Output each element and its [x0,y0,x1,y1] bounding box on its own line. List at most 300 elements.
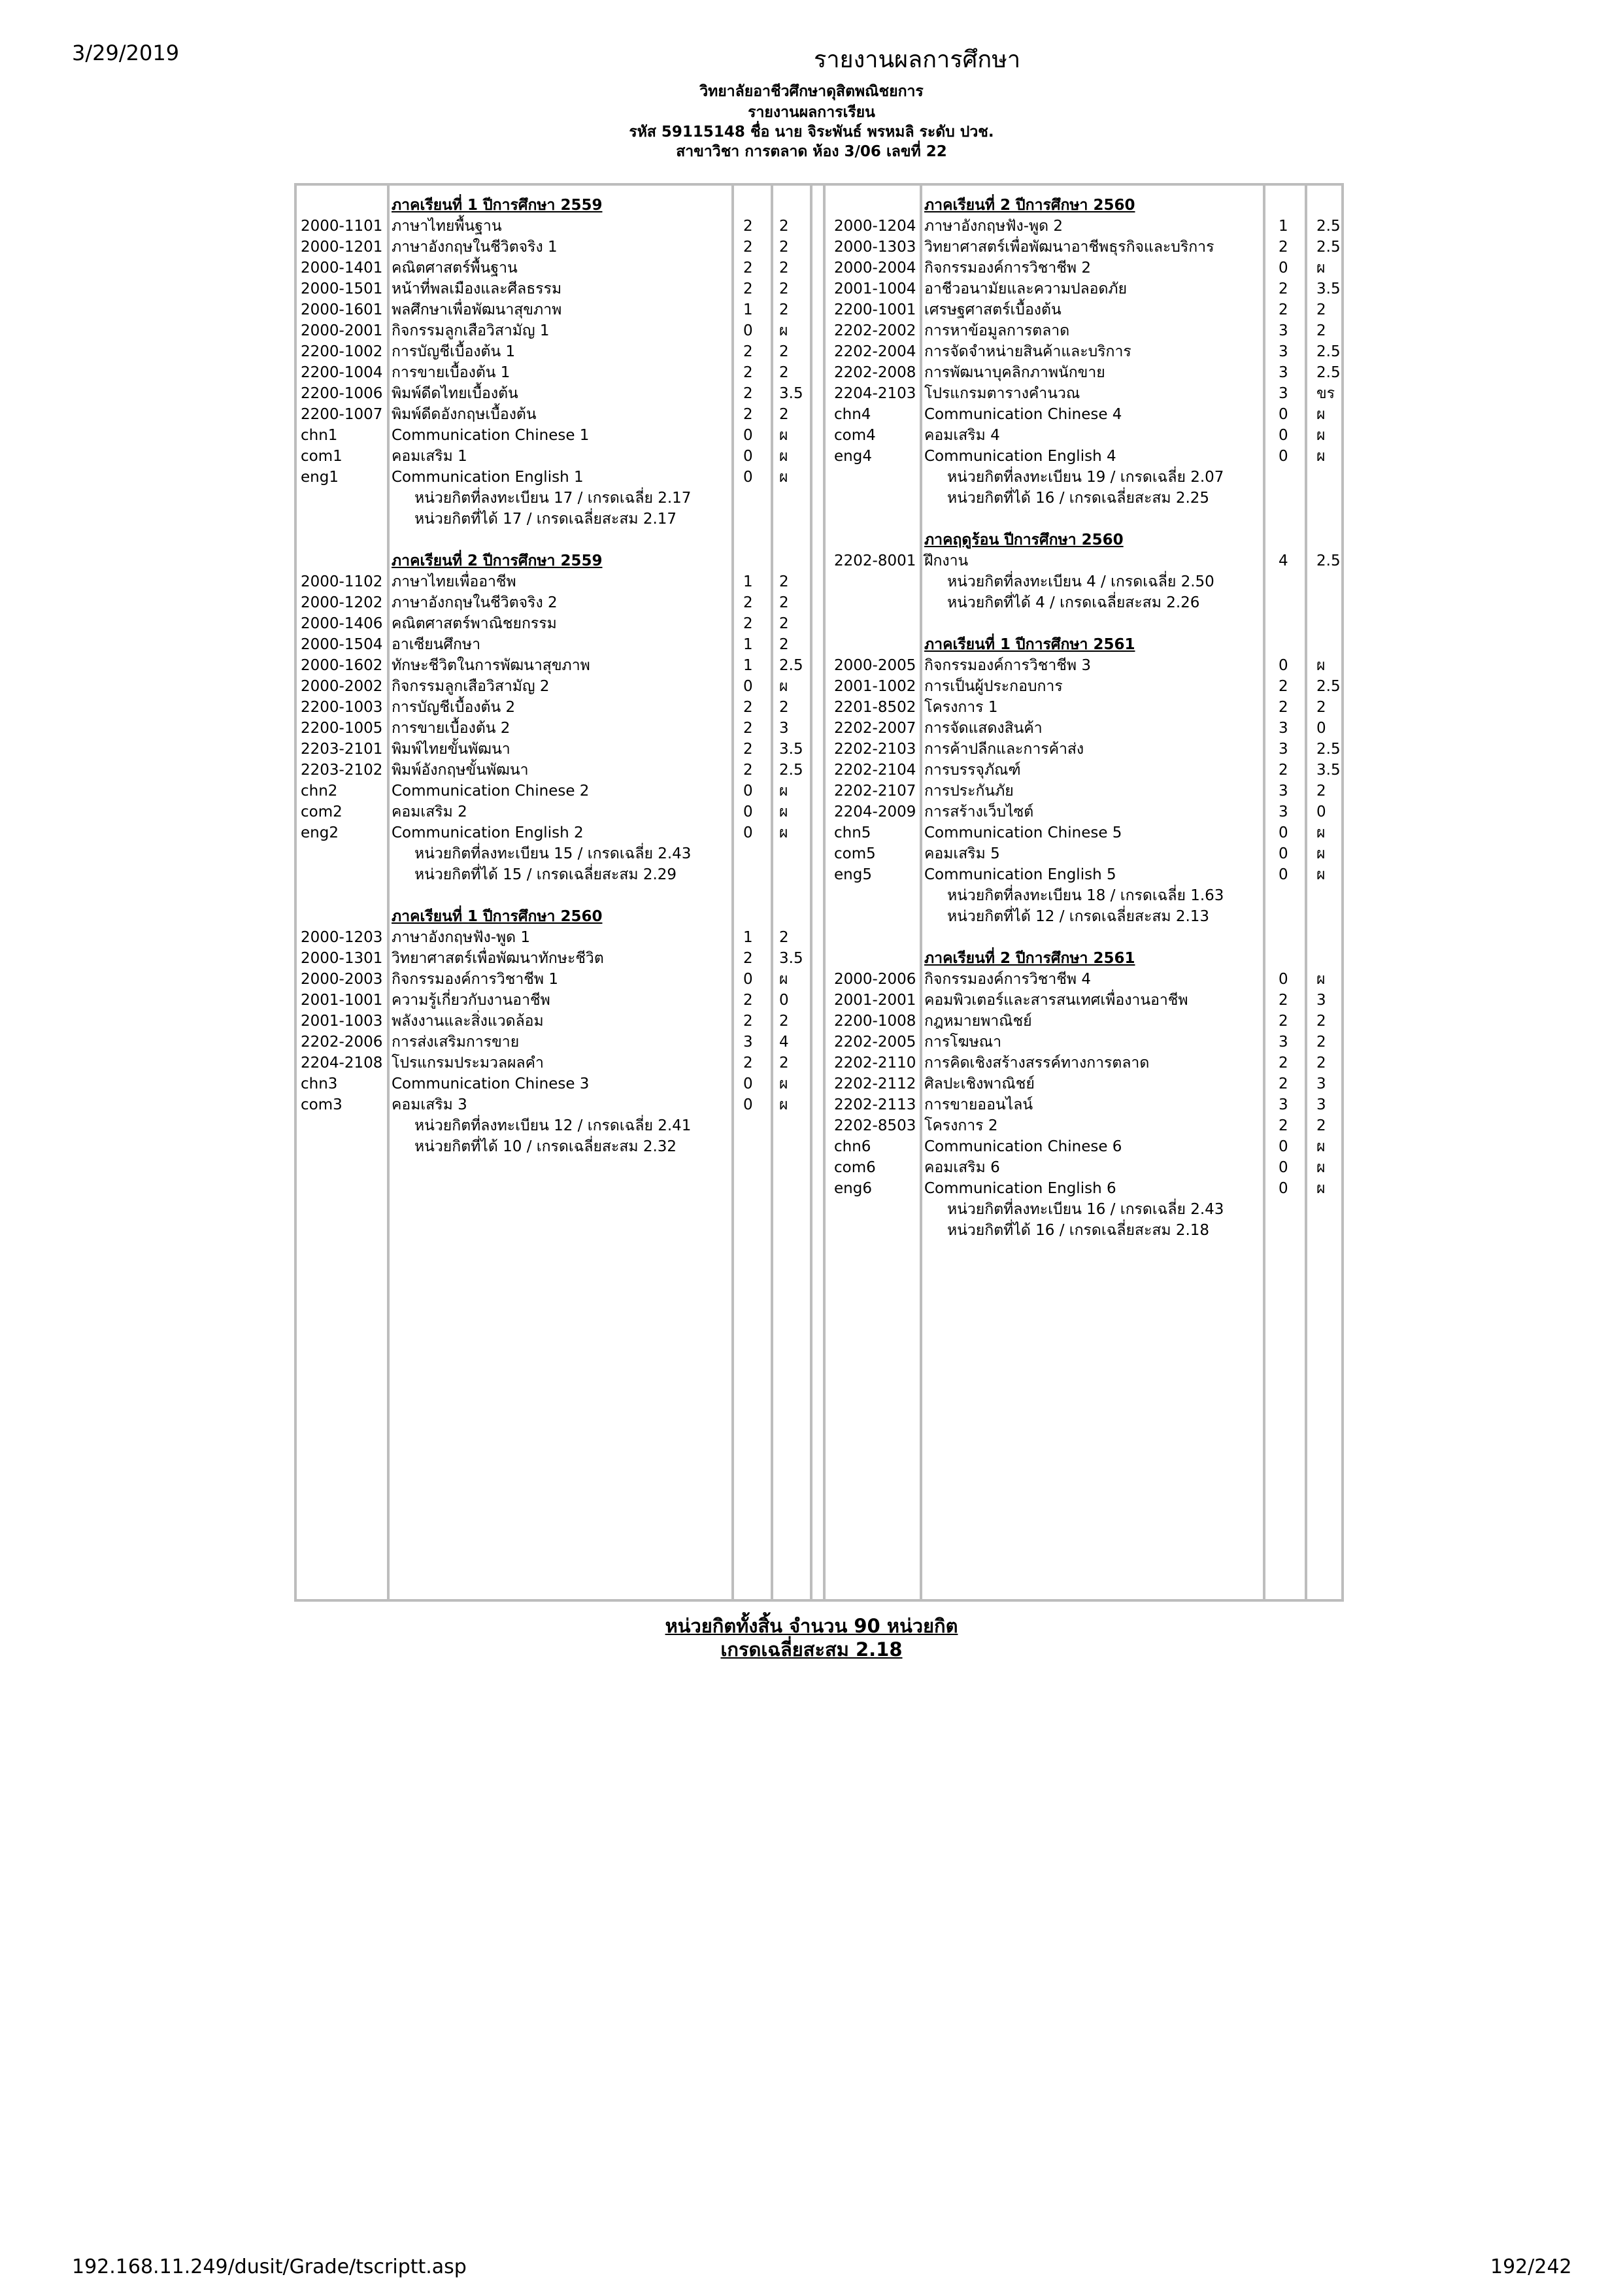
course-name: การพัฒนาบุคลิกภาพนักขาย [924,364,1105,381]
course-grade: 3.5 [1316,280,1341,297]
course-credit: 0 [743,803,753,820]
course-credit: 0 [743,448,753,465]
course-code: com4 [834,427,876,444]
course-credit: 2 [743,385,753,402]
course-row [297,299,1343,320]
course-code: 2200-1008 [834,1013,916,1030]
course-name: ฝึกงาน [924,552,969,569]
course-code: 2000-1202 [301,594,383,611]
course-credit: 3 [1279,343,1288,360]
course-name: พลศึกษาเพื่อพัฒนาสุขภาพ [392,301,562,318]
course-code: 2202-2107 [834,783,916,800]
course-grade: ผ [779,1096,788,1113]
grade-table [294,183,1344,1602]
course-name: การจัดจำหน่ายสินค้าและบริการ [924,343,1131,360]
semester-earned-summary: หน่วยกิตที่ได้ 10 / เกรดเฉลี่ยสะสม 2.32 [414,1138,677,1155]
course-code: eng2 [301,824,339,841]
course-credit: 3 [1279,803,1288,820]
course-credit: 2 [743,992,753,1009]
course-grade: 4 [779,1034,789,1051]
course-code: com1 [301,448,343,465]
course-code: 2000-1101 [301,218,383,235]
course-grade: ผ [779,803,788,820]
course-credit: 0 [1279,406,1288,423]
course-grade: 2 [1316,301,1326,318]
course-code: 2202-2110 [834,1055,916,1072]
report-name: รายงานผลการเรียน [748,104,875,121]
course-code: 2202-2007 [834,720,916,737]
course-credit: 0 [743,1096,753,1113]
course-grade: 2 [1316,1117,1326,1134]
course-grade: 2 [1316,699,1326,716]
course-credit: 2 [743,741,753,758]
course-row [297,864,1343,885]
course-credit: 2 [743,615,753,632]
course-code: chn5 [834,824,871,841]
course-credit: 2 [1279,762,1288,779]
course-credit: 1 [743,301,753,318]
course-code: 2000-1504 [301,636,383,653]
course-row [297,1157,1343,1178]
course-credit: 2 [743,950,753,967]
course-row [297,927,1343,948]
course-grade: ผ [1316,260,1326,277]
course-name: กิจกรรมองค์การวิชาชีพ 3 [924,657,1091,674]
course-row [297,1115,1343,1136]
course-name: การประกันภัย [924,783,1014,800]
course-row [297,1178,1343,1199]
course-grade: ขร [1316,385,1335,402]
course-credit: 0 [743,971,753,988]
course-credit: 2 [743,260,753,277]
student-info: รหัส 59115148 ชื่อ นาย จิระพันธ์ พรหมลิ ระดับ ปวช. [629,124,994,141]
semester-title-row [297,195,1343,216]
course-name: อาชีวอนามัยและความปลอดภัย [924,280,1128,297]
course-row [297,718,1343,739]
course-code: 2001-2001 [834,992,916,1009]
course-credit: 0 [743,824,753,841]
course-grade: 2 [1316,1034,1326,1051]
course-code: 2202-8503 [834,1117,916,1134]
course-name: คอมเสริม 6 [924,1159,1000,1176]
course-code: 2204-2108 [301,1055,383,1072]
course-credit: 0 [1279,260,1288,277]
course-code: 2202-2002 [834,322,916,339]
course-credit: 0 [1279,1180,1288,1197]
course-grade: 2.5 [1316,343,1341,360]
course-code: 2000-2004 [834,260,916,277]
course-name: การบรรจุภัณฑ์ [924,762,1021,779]
course-name: คณิตศาสตร์พื้นฐาน [392,260,518,277]
course-credit: 3 [1279,322,1288,339]
college-name: วิทยาลัยอาชีวศึกษาดุสิตพณิชยการ [699,83,924,100]
course-grade: 3.5 [779,385,803,402]
program-info: สาขาวิชา การตลาด ห้อง 3/06 เลขที่ 22 [676,143,947,160]
course-credit: 4 [1279,552,1288,569]
course-credit: 2 [1279,239,1288,256]
course-code: 2000-1301 [301,950,383,967]
course-row [297,676,1343,697]
course-name: Communication English 6 [924,1180,1116,1197]
course-credit: 2 [743,1055,753,1072]
course-name: การบัญชีเบื้องต้น 2 [392,699,516,716]
course-grade: 2 [779,280,789,297]
course-code: 2000-2006 [834,971,916,988]
course-name: โครงการ 2 [924,1117,998,1134]
course-row [297,990,1343,1011]
course-name: คอมเสริม 4 [924,427,1000,444]
course-name: ภาษาไทยพื้นฐาน [392,218,502,235]
course-name: หน้าที่พลเมืองและศีลธรรม [392,280,562,297]
course-code: chn1 [301,427,338,444]
course-name: การขายเบื้องต้น 1 [392,364,510,381]
course-credit: 2 [743,406,753,423]
print-title: รายงานผลการศึกษา [814,46,1021,73]
course-credit: 2 [1279,678,1288,695]
semester-registered-summary: หน่วยกิตที่ลงทะเบียน 12 / เกรดเฉลี่ย 2.41 [414,1117,692,1134]
course-code: 2200-1005 [301,720,383,737]
semester-earned-summary: หน่วยกิตที่ได้ 4 / เกรดเฉลี่ยสะสม 2.26 [947,594,1200,611]
course-row [297,237,1343,258]
course-name: การหาข้อมูลการตลาด [924,322,1070,339]
course-code: 2000-1102 [301,573,383,590]
course-grade: ผ [1316,1180,1326,1197]
course-credit: 0 [743,678,753,695]
course-code: chn6 [834,1138,871,1155]
footer-page-number: 192/242 [1490,2255,1572,2278]
course-code: 2000-1201 [301,239,383,256]
course-code: 2001-1001 [301,992,383,1009]
course-credit: 0 [1279,845,1288,862]
course-grade: ผ [1316,845,1326,862]
course-grade: 2 [779,573,789,590]
course-name: อาเซียนศึกษา [392,636,481,653]
course-name: กิจกรรมองค์การวิชาชีพ 4 [924,971,1091,988]
semester-summary-row [297,509,1343,530]
course-code: 2200-1004 [301,364,383,381]
course-name: ความรู้เกี่ยวกับงานอาชีพ [392,992,550,1009]
course-row [297,320,1343,341]
course-grade: 3.5 [1316,762,1341,779]
course-credit: 0 [1279,427,1288,444]
course-grade: 0 [1316,720,1326,737]
course-name: พิมพ์อังกฤษขั้นพัฒนา [392,762,529,779]
semester-registered-summary: หน่วยกิตที่ลงทะเบียน 19 / เกรดเฉลี่ย 2.07 [947,469,1224,486]
course-grade: 3.5 [779,950,803,967]
course-name: โปรแกรมประมวลผลคำ [392,1055,544,1072]
course-grade: 2 [1316,322,1326,339]
course-credit: 0 [743,783,753,800]
course-code: 2200-1006 [301,385,383,402]
course-credit: 3 [1279,364,1288,381]
course-grade: ผ [1316,824,1326,841]
course-credit: 3 [743,1034,753,1051]
course-code: 2202-2104 [834,762,916,779]
course-name: Communication Chinese 2 [392,783,590,800]
course-grade: 2 [1316,783,1326,800]
course-grade: 2 [1316,1013,1326,1030]
course-credit: 2 [1279,1117,1288,1134]
course-code: 2000-2003 [301,971,383,988]
course-name: ภาษาอังกฤษฟัง-พูด 1 [392,929,531,946]
course-grade: 2.5 [779,657,803,674]
course-credit: 0 [743,427,753,444]
course-grade: ผ [779,448,788,465]
course-name: Communication Chinese 1 [392,427,590,444]
course-grade: 2 [779,594,789,611]
footer-url: 192.168.11.249/dusit/Grade/tscriptt.asp [72,2255,467,2278]
course-code: 2203-2101 [301,741,383,758]
course-code: 2202-2113 [834,1096,916,1113]
course-row [297,383,1343,404]
course-code: 2202-2005 [834,1034,916,1051]
course-grade: ผ [779,427,788,444]
course-name: การขายออนไลน์ [924,1096,1033,1113]
semester-summary-row [297,467,1343,488]
semester-summary-row [297,1199,1343,1220]
course-row [297,362,1343,383]
course-name: เศรษฐศาสตร์เบื้องต้น [924,301,1062,318]
course-code: 2204-2009 [834,803,916,820]
course-code: 2200-1003 [301,699,383,716]
course-grade: ผ [779,322,788,339]
course-name: พิมพ์ดีดไทยเบื้องต้น [392,385,518,402]
course-row [297,1053,1343,1073]
course-code: 2000-1406 [301,615,383,632]
course-row [297,425,1343,446]
course-credit: 2 [743,364,753,381]
course-name: การค้าปลีกและการค้าส่ง [924,741,1084,758]
course-credit: 0 [1279,448,1288,465]
course-row [297,760,1343,781]
semester-title-row [297,530,1343,550]
course-name: วิทยาศาสตร์เพื่อพัฒนาทักษะชีวิต [392,950,604,967]
course-code: 2200-1002 [301,343,383,360]
course-row [297,843,1343,864]
course-row [297,1136,1343,1157]
course-credit: 1 [743,573,753,590]
course-grade: ผ [779,971,788,988]
course-name: กิจกรรมองค์การวิชาชีพ 1 [392,971,558,988]
course-grade: 3.5 [779,741,803,758]
course-credit: 2 [743,762,753,779]
course-row [297,655,1343,676]
course-code: 2000-1401 [301,260,383,277]
course-name: โปรแกรมตารางคำนวณ [924,385,1080,402]
semester-registered-summary: หน่วยกิตที่ลงทะเบียน 17 / เกรดเฉลี่ย 2.17 [414,490,692,507]
course-grade: 2 [779,364,789,381]
course-credit: 2 [743,239,753,256]
semester-title: ภาคเรียนที่ 2 ปีการศึกษา 2561 [924,950,1135,967]
course-name: Communication English 2 [392,824,584,841]
semester-registered-summary: หน่วยกิตที่ลงทะเบียน 16 / เกรดเฉลี่ย 2.43 [947,1201,1224,1218]
course-name: กิจกรรมองค์การวิชาชีพ 2 [924,260,1091,277]
course-name: Communication English 5 [924,866,1116,883]
course-name: คอมเสริม 1 [392,448,467,465]
course-code: 2202-2008 [834,364,916,381]
semester-earned-summary: หน่วยกิตที่ได้ 12 / เกรดเฉลี่ยสะสม 2.13 [947,908,1210,925]
semester-summary-row [297,1220,1343,1241]
semester-summary-row [297,885,1343,906]
course-name: ภาษาอังกฤษในชีวิตจริง 2 [392,594,558,611]
total-credits: หน่วยกิตทั้งสิ้น จำนวน 90 หน่วยกิต [665,1615,958,1637]
course-grade: ผ [1316,406,1326,423]
course-code: 2202-2006 [301,1034,383,1051]
semester-earned-summary: หน่วยกิตที่ได้ 15 / เกรดเฉลี่ยสะสม 2.29 [414,866,677,883]
course-credit: 1 [743,929,753,946]
semester-title: ภาคเรียนที่ 2 ปีการศึกษา 2559 [392,552,603,569]
course-credit: 2 [1279,699,1288,716]
course-code: 2001-1004 [834,280,916,297]
course-name: การจัดแสดงสินค้า [924,720,1043,737]
course-code: 2204-2103 [834,385,916,402]
course-grade: 2 [779,406,789,423]
course-grade: ผ [1316,657,1326,674]
course-name: วิทยาศาสตร์เพื่อพัฒนาอาชีพธุรกิจและบริการ [924,239,1214,256]
semester-title: ภาคเรียนที่ 2 ปีการศึกษา 2560 [924,197,1135,214]
course-grade: 2 [779,699,789,716]
course-row [297,550,1343,571]
course-grade: ผ [1316,971,1326,988]
course-grade: 0 [779,992,789,1009]
course-credit: 0 [1279,971,1288,988]
semester-title: ภาคเรียนที่ 1 ปีการศึกษา 2559 [392,197,603,214]
course-code: 2202-8001 [834,552,916,569]
course-name: Communication English 1 [392,469,584,486]
course-code: 2201-8502 [834,699,916,716]
course-row [297,613,1343,634]
course-name: คอมพิวเตอร์และสารสนเทศเพื่องานอาชีพ [924,992,1188,1009]
course-credit: 0 [1279,1159,1288,1176]
semester-summary-row [297,488,1343,509]
course-name: กฎหมายพาณิชย์ [924,1013,1032,1030]
course-row [297,969,1343,990]
course-name: การส่งเสริมการขาย [392,1034,520,1051]
course-credit: 0 [743,1075,753,1092]
course-credit: 3 [1279,741,1288,758]
course-row [297,781,1343,802]
course-code: 2200-1007 [301,406,383,423]
course-credit: 0 [1279,824,1288,841]
course-name: การโฆษณา [924,1034,1002,1051]
course-code: 2000-2001 [301,322,383,339]
course-name: พิมพ์ดีดอังกฤษเบื้องต้น [392,406,537,423]
course-row [297,739,1343,760]
course-code: 2203-2102 [301,762,383,779]
course-grade: 2.5 [1316,552,1341,569]
course-credit: 3 [1279,385,1288,402]
course-grade: 2.5 [1316,218,1341,235]
course-name: คอมเสริม 2 [392,803,467,820]
course-row [297,1094,1343,1115]
course-credit: 2 [743,218,753,235]
course-code: chn4 [834,406,871,423]
course-row [297,822,1343,843]
course-grade: ผ [779,824,788,841]
course-row [297,697,1343,718]
course-grade: 2 [779,636,789,653]
course-grade: 2.5 [1316,239,1341,256]
course-name: ภาษาอังกฤษในชีวิตจริง 1 [392,239,558,256]
course-grade: ผ [1316,1138,1326,1155]
course-credit: 3 [1279,1096,1288,1113]
course-code: com3 [301,1096,343,1113]
course-row [297,216,1343,237]
course-grade: 2 [779,343,789,360]
course-name: พิมพ์ไทยขั้นพัฒนา [392,741,510,758]
course-row [297,1073,1343,1094]
course-row [297,404,1343,425]
course-name: การขายเบื้องต้น 2 [392,720,510,737]
course-name: ศิลปะเชิงพาณิชย์ [924,1075,1035,1092]
course-name: Communication Chinese 6 [924,1138,1122,1155]
course-credit: 2 [743,1013,753,1030]
semester-title: ภาคเรียนที่ 1 ปีการศึกษา 2561 [924,636,1135,653]
semester-registered-summary: หน่วยกิตที่ลงทะเบียน 4 / เกรดเฉลี่ย 2.50 [947,573,1214,590]
course-credit: 0 [743,469,753,486]
semester-summary-row [297,571,1343,592]
course-name: Communication Chinese 4 [924,406,1122,423]
course-code: com2 [301,803,343,820]
course-code: 2202-2112 [834,1075,916,1092]
print-date: 3/29/2019 [72,41,180,65]
course-credit: 2 [1279,301,1288,318]
course-row [297,446,1343,467]
course-code: chn2 [301,783,338,800]
course-row [297,279,1343,299]
course-name: การสร้างเว็บไซต์ [924,803,1034,820]
course-name: คอมเสริม 3 [392,1096,467,1113]
course-code: 2001-1002 [834,678,916,695]
course-name: Communication Chinese 5 [924,824,1122,841]
semester-title: ภาคเรียนที่ 1 ปีการศึกษา 2560 [392,908,603,925]
course-credit: 2 [743,720,753,737]
course-grade: 2.5 [1316,364,1341,381]
course-code: 2000-2002 [301,678,383,695]
course-name: ทักษะชีวิตในการพัฒนาสุขภาพ [392,657,590,674]
course-credit: 2 [743,699,753,716]
semester-title-row [297,634,1343,655]
course-name: Communication English 4 [924,448,1116,465]
course-credit: 0 [1279,1138,1288,1155]
course-name: คณิตศาสตร์พาณิชยกรรม [392,615,557,632]
total-gpa: เกรดเฉลี่ยสะสม 2.18 [720,1638,903,1661]
course-credit: 3 [1279,783,1288,800]
course-grade: 2 [779,615,789,632]
course-name: คอมเสริม 5 [924,845,1000,862]
course-grade: ผ [779,469,788,486]
course-credit: 2 [1279,1013,1288,1030]
course-credit: 1 [1279,218,1288,235]
course-grade: 2 [779,929,789,946]
course-credit: 0 [1279,866,1288,883]
semester-title: ภาคฤดูร้อน ปีการศึกษา 2560 [924,532,1124,549]
course-name: โครงการ 1 [924,699,998,716]
course-grade: 2 [1316,1055,1326,1072]
course-row [297,258,1343,279]
course-grade: 2.5 [779,762,803,779]
course-credit: 1 [743,636,753,653]
course-code: chn3 [301,1075,338,1092]
course-code: 2000-1204 [834,218,916,235]
course-name: กิจกรรมลูกเสือวิสามัญ 2 [392,678,550,695]
course-code: 2000-1303 [834,239,916,256]
course-name: กิจกรรมลูกเสือวิสามัญ 1 [392,322,550,339]
course-grade: 2 [779,218,789,235]
course-code: eng6 [834,1180,872,1197]
course-code: 2001-1003 [301,1013,383,1030]
course-name: การบัญชีเบื้องต้น 1 [392,343,516,360]
